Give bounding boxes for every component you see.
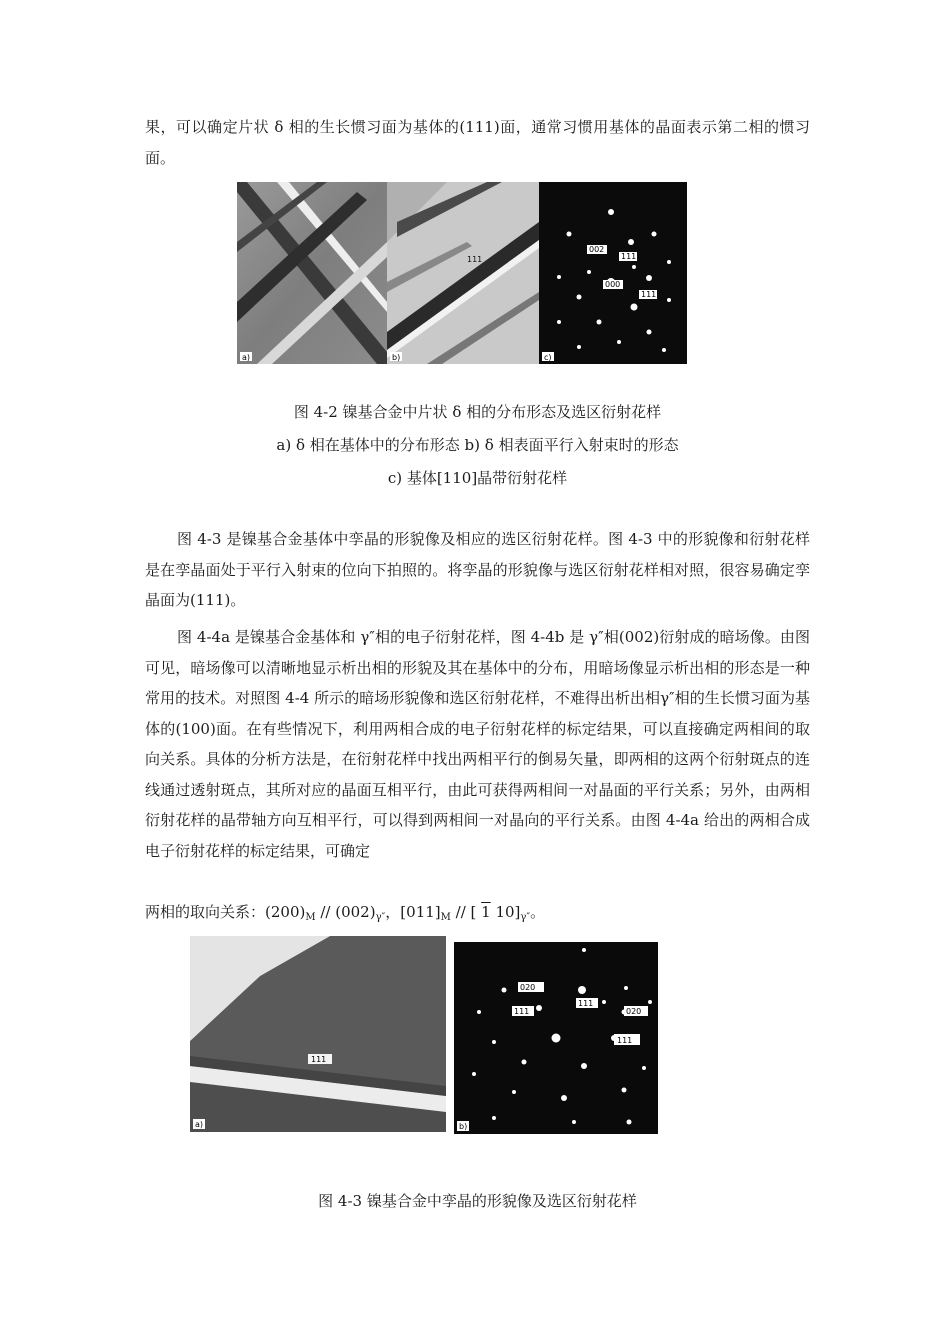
figure-4-2b-label: b) <box>392 353 401 362</box>
figure-4-3b-spot-label-3: 111 <box>578 999 594 1008</box>
figure-4-3b-spot-label-4: 020 <box>626 1007 642 1016</box>
figure-4-3b-label: b) <box>459 1122 468 1131</box>
figure-4-2b-image <box>387 182 539 364</box>
figure-4-3b-spot-label-2: 111 <box>514 1007 530 1016</box>
figure-4-3a-trace-label: 111 <box>311 1055 327 1064</box>
figure-4-2c-spot-label-4: 111 <box>641 290 657 299</box>
figure-4-3a-label: a) <box>195 1120 204 1129</box>
figure-4-3b-spot-label-1: 020 <box>520 983 536 992</box>
orientation-relation: 两相的取向关系：$(200)_M // (002)_{\gamma''}$，$[011]_M$ // [ 1 $10]_{\gamma''}$。 <box>145 903 546 923</box>
paragraph-precipitate: 图 4-4a 是镍基合金基体和 γ″相的电子衍射花样，图 4-4b 是 γ″相(002)衍射成的暗场像。由图可见，暗场像可以清晰地显示析出相的形貌及其在基体中的分布，用暗场像显示析出相的形态是一种常用的技术。对照图 4-4 所示的暗场形貌像和选区衍射花样，不难得出析出相γ″相的生长惯习面为基体的(100)面。在有些情况下，利用两相合成的电子衍射花样的标定结果，可以直接确定两相间的取向关系。具体的分析方法是，在衍射花样中找出两相平行的倒易矢量，即两相的这两个衍射斑点的连线通过透射斑点，其所对应的晶面互相平行，由此可获得两相间一对晶面的平行关系；另外，由两相衍射花样的晶带轴方向互相平行，可以得到两相间一对晶向的平行关系。由图 4-4a 给出的两相合成电子衍射花样的标定结果，可确定 <box>145 628 810 860</box>
figure-4-2c-spot-label-1: 002 <box>589 245 605 254</box>
figure-4-3b-spot-label-5: 111 <box>617 1036 633 1045</box>
paragraph-top: 果，可以确定片状 δ 相的生长惯习面为基体的(111)面，通常习惯用基体的晶面表示第二相的惯习面。 <box>145 118 810 167</box>
figure-4-2c-spot-label-3: 000 <box>605 280 621 289</box>
figure-4-2-subcaption-c: c) 基体[110]晶带衍射花样 <box>387 469 568 487</box>
figure-4-3b-image <box>454 942 658 1134</box>
figure-4-2-subcaption-ab: a) δ 相在基体中的分布形态 b) δ 相表面平行入射束时的形态 <box>276 436 679 454</box>
figure-4-3a-image <box>190 936 446 1132</box>
figure-4-2c-image <box>539 182 687 364</box>
figure-4-2c-spot-label-2: 111 <box>621 252 637 261</box>
figure-4-2b-trace-label: 111 <box>467 255 483 264</box>
paragraph-twin: 图 4-3 是镍基合金基体中孪晶的形貌像及相应的选区衍射花样。图 4-3 中的形貌像和衍射花样是在孪晶面处于平行入射束的位向下拍照的。将孪晶的形貌像与选区衍射花样相对照，很容易确定孪晶面为(111)。 <box>145 530 810 609</box>
figure-4-2c-label: c) <box>544 353 552 362</box>
figure-4-2a-label: a) <box>242 353 251 362</box>
figure-4-3-caption: 图 4-3 镍基合金中孪晶的形貌像及选区衍射花样 <box>318 1192 637 1210</box>
figure-4-2-caption: 图 4-2 镍基合金中片状 δ 相的分布形态及选区衍射花样 <box>293 403 662 421</box>
figure-4-2a-image <box>237 182 387 364</box>
